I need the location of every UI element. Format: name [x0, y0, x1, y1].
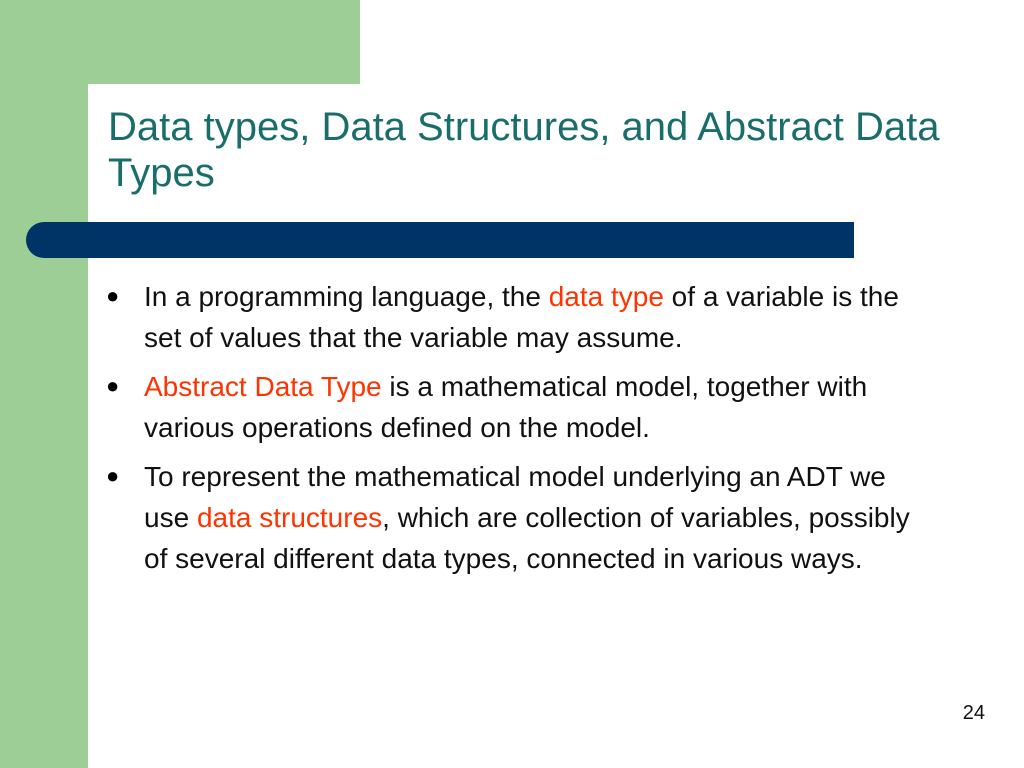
- bullet-text-part: is a mathematical model, together with various operations defined on the model.: [144, 371, 868, 443]
- bullet-text: [144, 276, 936, 358]
- bullet-text-part: of a variable is the set of values that the variable may assume.: [144, 281, 899, 353]
- highlighted-term: Abstract Data Type: [144, 371, 382, 402]
- bullet-text-part: To represent the mathematical model underlying an ADT we use: [144, 461, 886, 533]
- bullet-text: [144, 456, 936, 579]
- bullet-list: [106, 276, 936, 587]
- top-accent-block: [88, 0, 360, 84]
- bullet-text-part: In a programming language, the: [144, 281, 549, 312]
- highlighted-term: data structures: [196, 502, 383, 533]
- left-accent-bar: [0, 0, 88, 768]
- bullet-text: [144, 366, 936, 448]
- title-divider-bar: [26, 222, 854, 258]
- page-number: 24: [962, 702, 985, 724]
- highlighted-term: data type: [548, 281, 664, 312]
- bullet-item: [106, 276, 936, 358]
- bullet-dot: ●: [106, 463, 120, 488]
- bullet-item: [106, 456, 936, 579]
- bullet-dot: ●: [106, 373, 120, 398]
- bullet-dot: ●: [106, 283, 120, 308]
- bullet-item: [106, 366, 936, 448]
- slide-title: Data types, Data Structures, and Abstract Data Types: [108, 105, 940, 195]
- bullet-text-part: , which are collection of variables, possibly of several different data types, connected in various ways.: [144, 502, 910, 574]
